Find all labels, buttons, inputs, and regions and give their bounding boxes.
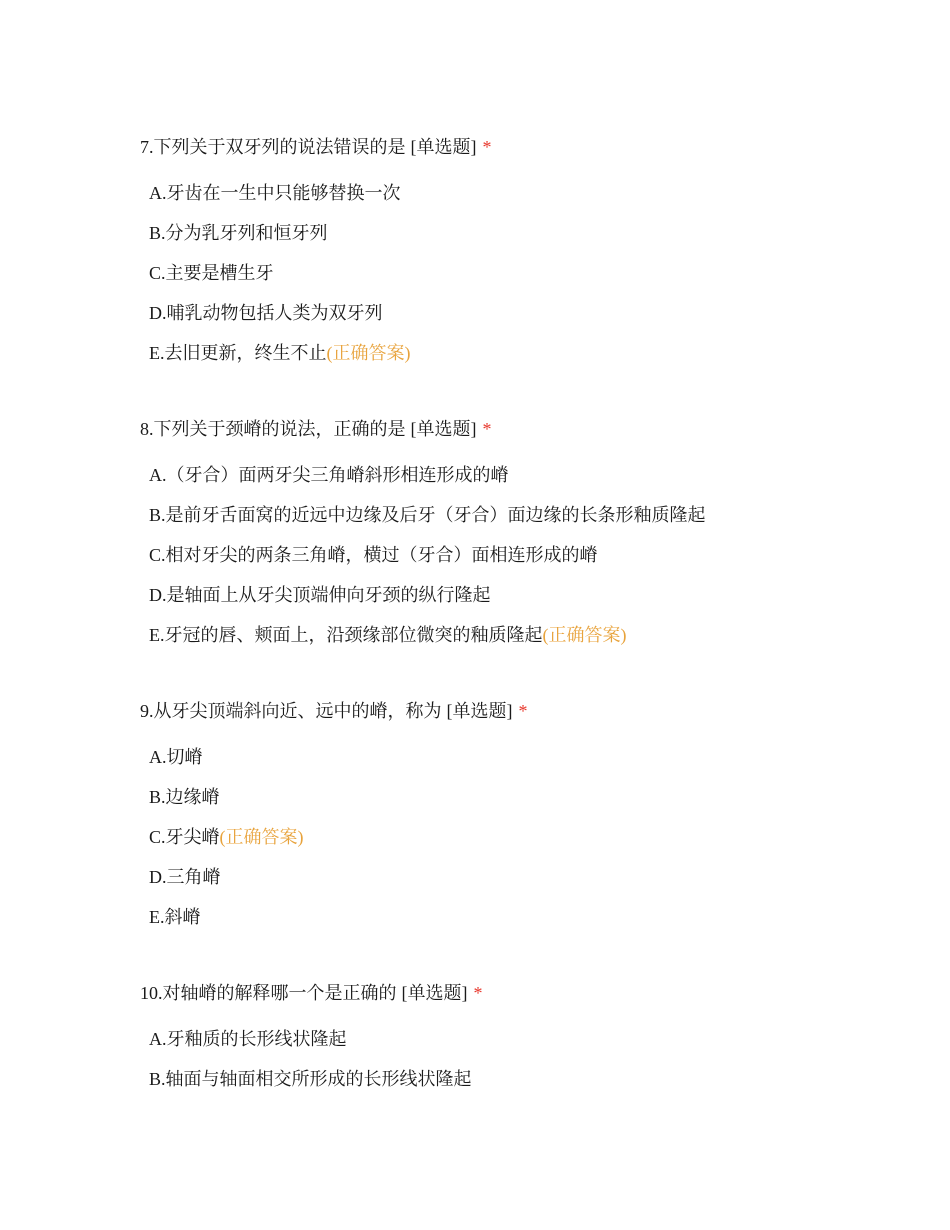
option-e[interactable] bbox=[149, 905, 920, 929]
question-9 bbox=[140, 699, 920, 945]
option-list bbox=[140, 463, 920, 647]
option-b[interactable] bbox=[149, 221, 920, 245]
option-c[interactable] bbox=[149, 825, 920, 849]
option-list bbox=[140, 745, 920, 929]
option-text: A.牙齿在一生中只能够替换一次 bbox=[149, 183, 401, 203]
question-title bbox=[140, 135, 920, 159]
option-list bbox=[140, 1027, 920, 1091]
option-e[interactable] bbox=[149, 341, 920, 365]
option-text: D.是轴面上从牙尖顶端伸向牙颈的纵行隆起 bbox=[149, 585, 491, 605]
option-text: B.边缘嵴 bbox=[149, 787, 220, 807]
option-text: E.斜嵴 bbox=[149, 907, 201, 927]
question-7 bbox=[140, 135, 920, 381]
question-text: 下列关于颈嵴的说法，正确的是 bbox=[153, 419, 406, 439]
option-text: B.轴面与轴面相交所形成的长形线状隆起 bbox=[149, 1069, 472, 1089]
option-list bbox=[140, 181, 920, 365]
question-text: 从牙尖顶端斜向近、远中的嵴，称为 bbox=[153, 701, 442, 721]
option-text: B.是前牙舌面窝的近远中边缘及后牙（牙合）面边缘的长条形釉质隆起 bbox=[149, 505, 706, 525]
question-number: 10. bbox=[140, 983, 163, 1003]
required-marker: * bbox=[518, 701, 528, 721]
correct-answer-mark: (正确答案) bbox=[542, 625, 627, 645]
option-b[interactable] bbox=[149, 1067, 920, 1091]
option-a[interactable] bbox=[149, 745, 920, 769]
option-e[interactable] bbox=[149, 623, 920, 647]
question-type: [单选题] bbox=[410, 419, 477, 439]
option-b[interactable] bbox=[149, 785, 920, 809]
question-type: [单选题] bbox=[410, 137, 477, 157]
question-number: 7. bbox=[140, 137, 154, 157]
option-c[interactable] bbox=[149, 543, 920, 567]
option-text: C.主要是槽生牙 bbox=[149, 263, 274, 283]
option-c[interactable] bbox=[149, 261, 920, 285]
option-a[interactable] bbox=[149, 181, 920, 205]
question-type: [单选题] bbox=[401, 983, 468, 1003]
option-b[interactable] bbox=[149, 503, 920, 527]
option-d[interactable] bbox=[149, 865, 920, 889]
option-a[interactable] bbox=[149, 463, 920, 487]
option-d[interactable] bbox=[149, 583, 920, 607]
required-marker: * bbox=[473, 983, 483, 1003]
option-d[interactable] bbox=[149, 301, 920, 325]
correct-answer-mark: (正确答案) bbox=[326, 343, 411, 363]
option-text: C.牙尖嵴 bbox=[149, 827, 220, 847]
option-text: D.哺乳动物包括人类为双牙列 bbox=[149, 303, 383, 323]
question-title bbox=[140, 699, 920, 723]
option-a[interactable] bbox=[149, 1027, 920, 1051]
required-marker: * bbox=[482, 137, 492, 157]
option-text: E.去旧更新，终生不止 bbox=[149, 343, 327, 363]
question-type: [单选题] bbox=[446, 701, 513, 721]
correct-answer-mark: (正确答案) bbox=[219, 827, 304, 847]
option-text: A.切嵴 bbox=[149, 747, 203, 767]
question-title bbox=[140, 981, 920, 1005]
option-text: A.牙釉质的长形线状隆起 bbox=[149, 1029, 347, 1049]
option-text: C.相对牙尖的两条三角嵴，横过（牙合）面相连形成的嵴 bbox=[149, 545, 598, 565]
required-marker: * bbox=[482, 419, 492, 439]
question-text: 对轴嵴的解释哪一个是正确的 bbox=[162, 983, 397, 1003]
option-text: B.分为乳牙列和恒牙列 bbox=[149, 223, 328, 243]
option-text: D.三角嵴 bbox=[149, 867, 221, 887]
question-number: 8. bbox=[140, 419, 154, 439]
question-number: 9. bbox=[140, 701, 154, 721]
question-10 bbox=[140, 981, 920, 1107]
question-title bbox=[140, 417, 920, 441]
question-8 bbox=[140, 417, 920, 663]
option-text: A.（牙合）面两牙尖三角嵴斜形相连形成的嵴 bbox=[149, 465, 509, 485]
option-text: E.牙冠的唇、颊面上，沿颈缘部位微突的釉质隆起 bbox=[149, 625, 543, 645]
question-text: 下列关于双牙列的说法错误的是 bbox=[153, 137, 406, 157]
